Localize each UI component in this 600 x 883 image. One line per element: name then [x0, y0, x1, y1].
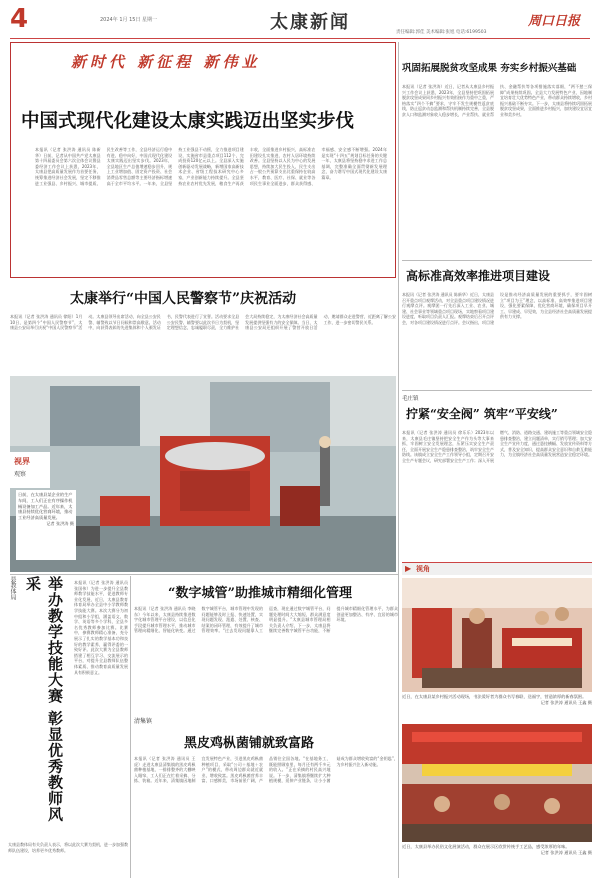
- teacher-body: 本报讯（记者 张洪涛 通讯员 张国伟）为进一步提升全县教师教学技能水平，促进教师专业化发展，近日，太康县教育体育局举办全县中小学教师教学技能大赛。本次大赛分为初中组和小学组，涵盖语文、数学、英语等多个学科，全县多名优秀教师参加比赛。比赛中，参赛教师精心准备，充分展示了扎实的教学基本功和良好的教学素养，赢得评委的一致好评。此次大赛为全县教师搭建了相互学习、交流展示的平台，对提升全县教师队伍整体素质、推动教育高质量发展具有积极意义。: [74, 580, 128, 675]
- factory-photo-caption: [16, 490, 76, 560]
- caption-text: 近日，在太康县某乡村振兴活动现场，书法爱好者为群众书写春联、送福字，营造浓厚的新春氛围。: [402, 694, 587, 699]
- masthead-rule: [10, 38, 590, 39]
- divider: [402, 390, 592, 391]
- column-divider: [398, 42, 399, 878]
- police-headline: 太康举行“中国人民警察节”庆祝活动: [70, 291, 297, 307]
- lead-headline: 中国式现代化建设太康实践迈出坚实步伐: [21, 111, 355, 132]
- caption-credit: 记者 张洪涛 通讯员 王鑫 摄: [540, 849, 592, 855]
- digital-story: [134, 576, 398, 724]
- mushroom-kicker: 清集镇: [134, 718, 153, 725]
- camera-icon: ▶: [405, 564, 412, 573]
- calligraphy-photo: [402, 578, 592, 692]
- date-text: 2024年 1月 15日 星期一: [100, 17, 158, 23]
- mushroom-story: [134, 716, 398, 878]
- craft-caption: [402, 844, 592, 876]
- lead-story: [10, 42, 396, 278]
- page-number: 4: [10, 4, 29, 34]
- section-divider: [10, 574, 398, 575]
- banner-slogan: 新时代 新征程 新伟业: [71, 53, 261, 71]
- teacher-body-2: 太康县教体局有关负责人表示，将以此次大赛为契机，进一步加强教师队伍建设，培养更多优秀教师。: [8, 842, 128, 853]
- right3-body: 本报讯（记者 张洪涛 通讯员 徐乐乐）2023年以来，太康县毛庄镇坚持把安全生产作为头等大事来抓，牢固树立安全发展理念，压紧压实安全生产责任，全面开展安全生产隐患排查整治，筑牢安全生产防线。该镇成立安全生产工作领导小组，定期召开安全生产专题会议，研究部署安全生产工作；深入开展燃气、消防、道路交通、建筑施工等重点领域安全隐患排查整治，建立问题清单，实行销号管理；加大安全生产宣传力度，通过悬挂横幅、发放宣传资料等方式，普及安全知识，提高群众安全意识和自救互救能力，为全镇经济社会高质量发展营造安全稳定环境。: [402, 430, 592, 463]
- right3-kicker: 毛庄镇: [402, 396, 419, 402]
- right1-headline: 巩固拓展脱贫攻坚成果 夯实乡村振兴基础: [402, 63, 577, 74]
- right2-headline: 高标准高效率推进项目建设: [406, 269, 551, 283]
- photo-tag: [10, 452, 50, 488]
- craft-photo: [402, 724, 592, 842]
- masthead: [0, 0, 600, 40]
- photo-tag-line1: 视界: [14, 457, 30, 466]
- section-title: 太康新闻: [270, 12, 350, 33]
- police-body: 本报讯（记者 张洪涛 通讯员 徐阳）1月10日，是第四个“中国人民警察节”，太康县公安局举行庆祝“中国人民警察节”活动。太康县领导出席活动，向全县公安民警、辅警致以节日问候和崇高敬意。活动中，向获得表彰的先进集体和个人颁发证书，民警代表进行了宣誓。活动要求全县公安民警、辅警要以此次节日为契机，坚定理想信念，忠诚履职尽责，全力维护社会大局持续稳定，为太康经济社会高质量发展提供坚强有力的安全保障。当日，太康县公安局还组织开展了警营开放日活动，邀请群众走进警营，近距离了解公安工作，进一步密切警民关系。: [10, 314, 396, 331]
- caption-credit: 记者 张洪涛 通讯员 王鑫 摄: [540, 699, 592, 705]
- right1-body: 本报讯（记者 张洪涛）近日，记者从太康县乡村振兴工作会议上获悉，2023年，全县坚持把巩固拓展脱贫攻坚成果同乡村振兴有效衔接作为重中之重，严格落实“四个不摘”要求，守牢不发生规模性返贫底线，防止返贫动态监测和帮扶机制持续完善，全县脱贫人口和监测对象收入稳步增长，产业帮扶、就业帮扶、金融帮扶等各项措施落实落细，“两不愁三保障”成果持续巩固。全县大力发展特色产业，因地制宜培育壮大优势特色产业，带动群众持续增收，乡村振兴基础不断夯实。下一步，太康县将持续巩固拓展脱贫攻坚成果，全面推进乡村振兴，加快建设宜居宜业和美乡村。: [402, 84, 592, 117]
- calligraphy-photo-image: [402, 578, 592, 692]
- right-column: [402, 42, 592, 562]
- teacher-story: [8, 576, 128, 876]
- mushroom-headline: 黑皮鸡枞菌铺就致富路: [184, 736, 315, 751]
- caption-text: 日前，在太康县某企业的生产车间，工人们正在有序操作机械设备加工产品。近年来，太康县持续优化营商环境，推动工业经济高质量发展。: [18, 492, 73, 521]
- divider: [402, 260, 592, 261]
- mushroom-body: 本报讯（记者 张洪涛 通讯员 王虎）走进太康县清集镇的黑皮鸡枞菌种植基地，一排排整齐的大棚映入眼帘，工人们正在忙着采摘、分拣、装箱。近年来，清集镇因地制宜发展特色产业，引进黑皮鸡枞菌种植项目，采取“公司＋基地＋农户”的模式，带动周边群众就近就业、增收致富。黑皮鸡枞菌营养丰富、口感鲜美，市场前景广阔，产品销往全国各地。“在基地务工，既能照顾家里，每月还有两千多元的收入。”正在采摘的村民高兴地说。下一步，清集镇将继续扩大种植规模，延伸产业链条，让小小菌菇成为群众增收致富的“金钥匙”，为乡村振兴注入新动能。: [134, 756, 398, 784]
- lead-body: 本报讯（记者 张洪涛 通讯员 陈新华）日前，记者从中国共产党太康县第十四届委员会第六次全体会议暨县委经济工作会议上获悉，2023年，太康县把高质量发展作为首要任务，统筹推进经济社会发展，坚定不移推进工业强县、乡村振兴、城市提质、民生改善等工作，全县经济运行稳中有进、稳中向好，中国式现代化建设太康实践迈出坚实步伐。2023年，全县地区生产总值增速稳步回升，规上工业增加值、固定资产投资、社会消费品零售总额等主要经济指标增速高于全市平均水平。一年来，全县坚持工业强县不动摇，全力推进项目建设，实施省市县重点项目112个，完成投资120亿元以上。全县深入实施创新驱动发展战略，新增国家高新技术企业、省级工程技术研究中心多家，产业创新能力持续提升。全县坚持农业农村优先发展，粮食生产再获丰收，全面推进乡村振兴，高标准农田建设扎实推进，农村人居环境持续改善。全县坚持以人民为中心的发展思想，持续加大民生投入，民生支出占一般公共预算支出比重保持在较高水平，教育、医疗、社保、就业等各项民生事业全面进步，群众获得感、幸福感、安全感不断增强。2024年是实现“十四五”规划目标任务的关键一年，太康县将坚持稳中求进工作总基调，完整准确全面贯彻新发展理念，奋力谱写中国式现代化建设太康篇章。: [35, 147, 387, 186]
- shijiao-label: 视角: [416, 565, 430, 573]
- teacher-kicker: 县教体局: [9, 576, 16, 600]
- teacher-headline: 举办教学技能大赛 彰显优秀教师风采: [24, 576, 64, 823]
- shijiao-section: [402, 562, 592, 878]
- craft-photo-image: [402, 724, 592, 842]
- right3-headline: 拧紧“安全阀” 筑牢“平安线”: [406, 407, 558, 421]
- caption-credit: 记者 张洪涛 摄: [46, 520, 74, 526]
- photo-tag-line2: 观察: [14, 471, 27, 478]
- editor-line: 责任编辑:郭佳 美术编辑:张旭 电话:6199503: [396, 30, 487, 35]
- shijiao-header: [402, 562, 592, 575]
- caption-text: 近日，太康县举办民俗文化展演活动，群众在展示区欣赏传统手工艺品，感受浓厚的年味。: [402, 844, 570, 849]
- calligraphy-caption: [402, 694, 592, 722]
- paper-logo: 周口日报: [528, 14, 581, 29]
- right2-body: 本报讯（记者 张洪涛 通讯员 陈新华）近日，太康县召开重点项目观摩活动，对全县重点项目建设情况进行观摩点评。观摩团一行先后深入工业、农业、城建、社会事业等领域重点项目现场，实地察看项目建设进度，听取项目负责人汇报。观摩结束后召开点评会，对各项目建设情况进行点评。会议指出，项目建设是推动经济高质量发展的重要抓手，要牢固树立“项目为王”理念，以高标准、高效率推进项目建设，强化要素保障，优化营商环境，确保项目早开工、早建成、早见效，为全县经济社会高质量发展提供有力支撑。: [402, 292, 592, 325]
- section-divider: [130, 576, 131, 878]
- digital-body: 本报讯（记者 张洪涛 通讯员 李晓东）今年以来，太康县持续推进数字化城市管理平台建设，以信息化手段提升城市管理水平，推动城市管理向精细化、智能化转变。通过数字城管平台，城市管理中发现的问题能够及时上报、快速处置，实现问题发现、派遣、处置、核查、结案的闭环管理，有效提升了城市管理效率。“过去发现问题靠人工巡查，现在通过数字城管平台，问题处理时间大大缩短，群众满意度明显提升。”太康县城市管理局相关负责人介绍，下一步，太康县将继续完善数字城管平台功能，不断提升城市精细化管理水平，为群众创造更加整洁、有序、宜居的城市环境。: [134, 606, 398, 634]
- digital-headline: “数字城管”助推城市精细化管理: [168, 586, 352, 601]
